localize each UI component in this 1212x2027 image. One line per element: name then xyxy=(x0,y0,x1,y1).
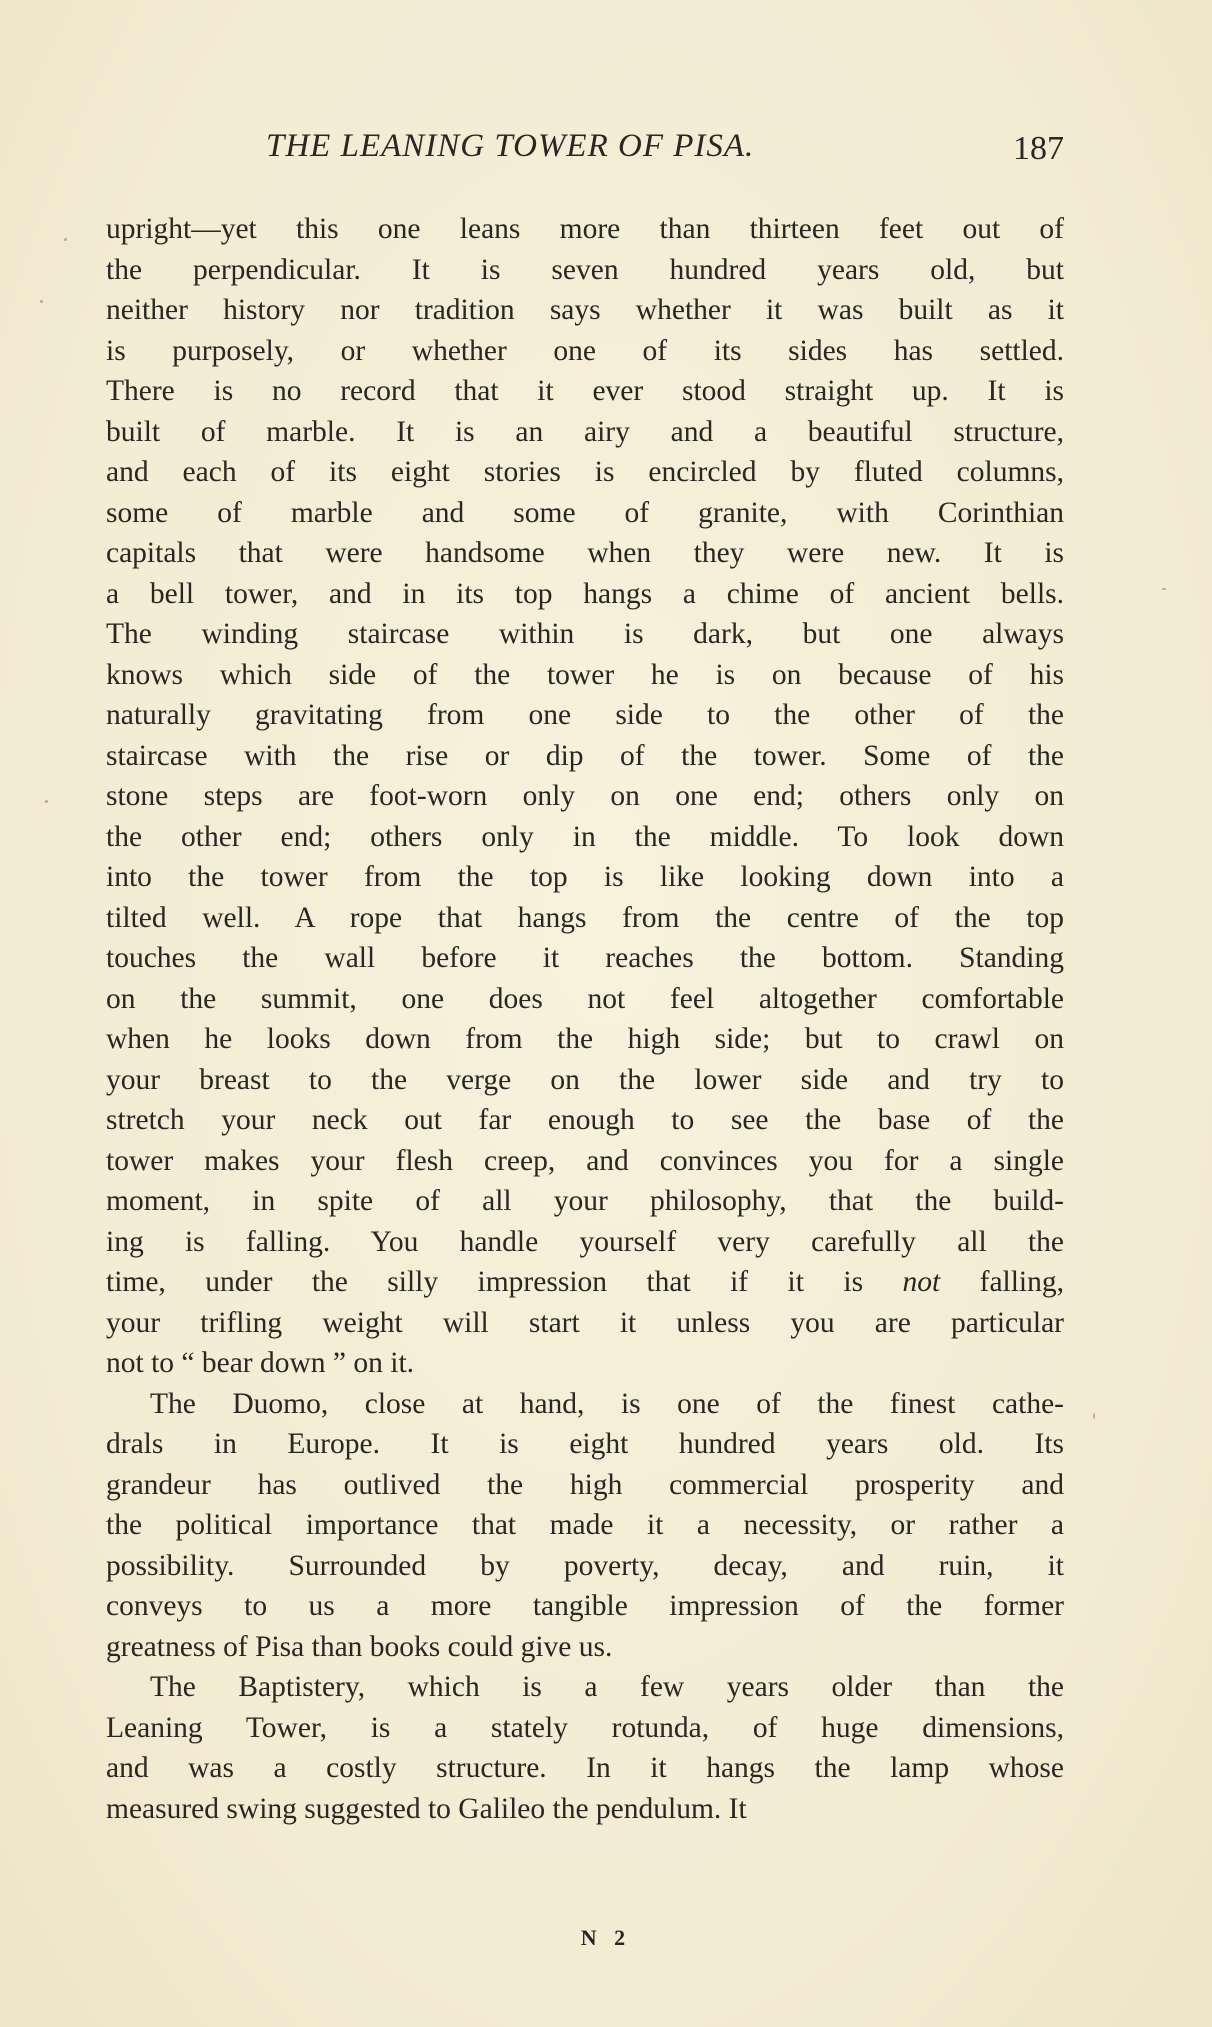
text-line: conveys to us a more tangible impression of the former xyxy=(106,1590,1064,1622)
running-head xyxy=(106,128,1064,178)
text-line: moment, in spite of all your philosophy, that the build- xyxy=(106,1185,1064,1217)
paper-speck xyxy=(64,238,67,241)
text-line: the political importance that made it a necessity, or rather a xyxy=(106,1509,1064,1541)
text-line: grandeur has outlived the high commercial prosperity and xyxy=(106,1468,1064,1501)
text-line: The Duomo, close at hand, is one of the finest cathe- xyxy=(150,1387,1064,1420)
text-line: your breast to the verge on the lower side and try to xyxy=(106,1063,1064,1096)
paper-speck xyxy=(1093,1413,1095,1419)
emphasis: not xyxy=(902,1266,941,1298)
text-line: capitals that were handsome when they were new. It is xyxy=(106,537,1064,569)
running-title: THE LEANING TOWER OF PISA. xyxy=(266,128,755,164)
text-line: when he looks down from the high side; but to crawl on xyxy=(106,1023,1064,1055)
text-line: There is no record that it ever stood straight up. It is xyxy=(106,375,1064,407)
text-line: stone steps are foot-worn only on one end; others only on xyxy=(106,780,1064,812)
text-line: the other end; others only in the middle. To look down xyxy=(106,820,1064,853)
text-line: Leaning Tower, is a stately rotunda, of huge dimensions, xyxy=(106,1711,1064,1744)
text-line: measured swing suggested to Galileo the pendulum. It xyxy=(106,1792,747,1825)
text-line: neither history nor tradition says whether it was built as it xyxy=(106,294,1064,326)
text-line: into the tower from the top is like looking down into a xyxy=(106,861,1064,893)
paper-speck xyxy=(45,800,48,803)
text-line: The winding staircase within is dark, but one always xyxy=(106,618,1064,650)
body-text xyxy=(106,209,1064,1829)
text-line: knows which side of the tower he is on because of his xyxy=(106,658,1064,691)
paper-speck xyxy=(40,300,43,303)
text-line: and each of its eight stories is encircled by fluted columns, xyxy=(106,456,1064,488)
page-number: 187 xyxy=(1013,130,1064,167)
signature-mark: N 2 xyxy=(580,1925,632,1950)
text-line: staircase with the rise or dip of the tower. Some of the xyxy=(106,739,1064,772)
text-line: The Baptistery, which is a few years older than the xyxy=(150,1671,1064,1703)
text-line: some of marble and some of granite, with Corinthian xyxy=(106,496,1064,529)
text-line: time, under the silly impression that if it is not falling, xyxy=(106,1266,1064,1298)
text-line: drals in Europe. It is eight hundred years old. Its xyxy=(106,1428,1064,1460)
text-line: tower makes your flesh creep, and convinces you for a single xyxy=(106,1144,1064,1177)
text-line: built of marble. It is an airy and a beautiful structure, xyxy=(106,415,1064,448)
text-line: possibility. Surrounded by poverty, decay, and ruin, it xyxy=(106,1549,1064,1582)
text-line: naturally gravitating from one side to the other of the xyxy=(106,699,1064,731)
text-line: is purposely, or whether one of its sides has settled. xyxy=(106,334,1064,367)
text-line: touches the wall before it reaches the bottom. Standing xyxy=(106,942,1064,974)
text-line: a bell tower, and in its top hangs a chime of ancient bells. xyxy=(106,577,1064,610)
paper-speck xyxy=(1162,588,1166,590)
text-line: the perpendicular. It is seven hundred years old, but xyxy=(106,253,1064,286)
text-line: upright—yet this one leans more than thirteen feet out of xyxy=(106,213,1064,245)
text-line: not to “ bear down ” on it. xyxy=(106,1347,415,1379)
text-line: stretch your neck out far enough to see the base of the xyxy=(106,1104,1064,1136)
text-line: greatness of Pisa than books could give us. xyxy=(106,1630,613,1663)
text-line: and was a costly structure. In it hangs the lamp whose xyxy=(106,1752,1064,1784)
text-line: your trifling weight will start it unless you are particular xyxy=(106,1306,1064,1339)
text-line: ing is falling. You handle yourself very carefully all the xyxy=(106,1225,1064,1258)
text-line: on the summit, one does not feel altogether comfortable xyxy=(106,982,1064,1015)
text-line: tilted well. A rope that hangs from the centre of the top xyxy=(106,901,1064,934)
